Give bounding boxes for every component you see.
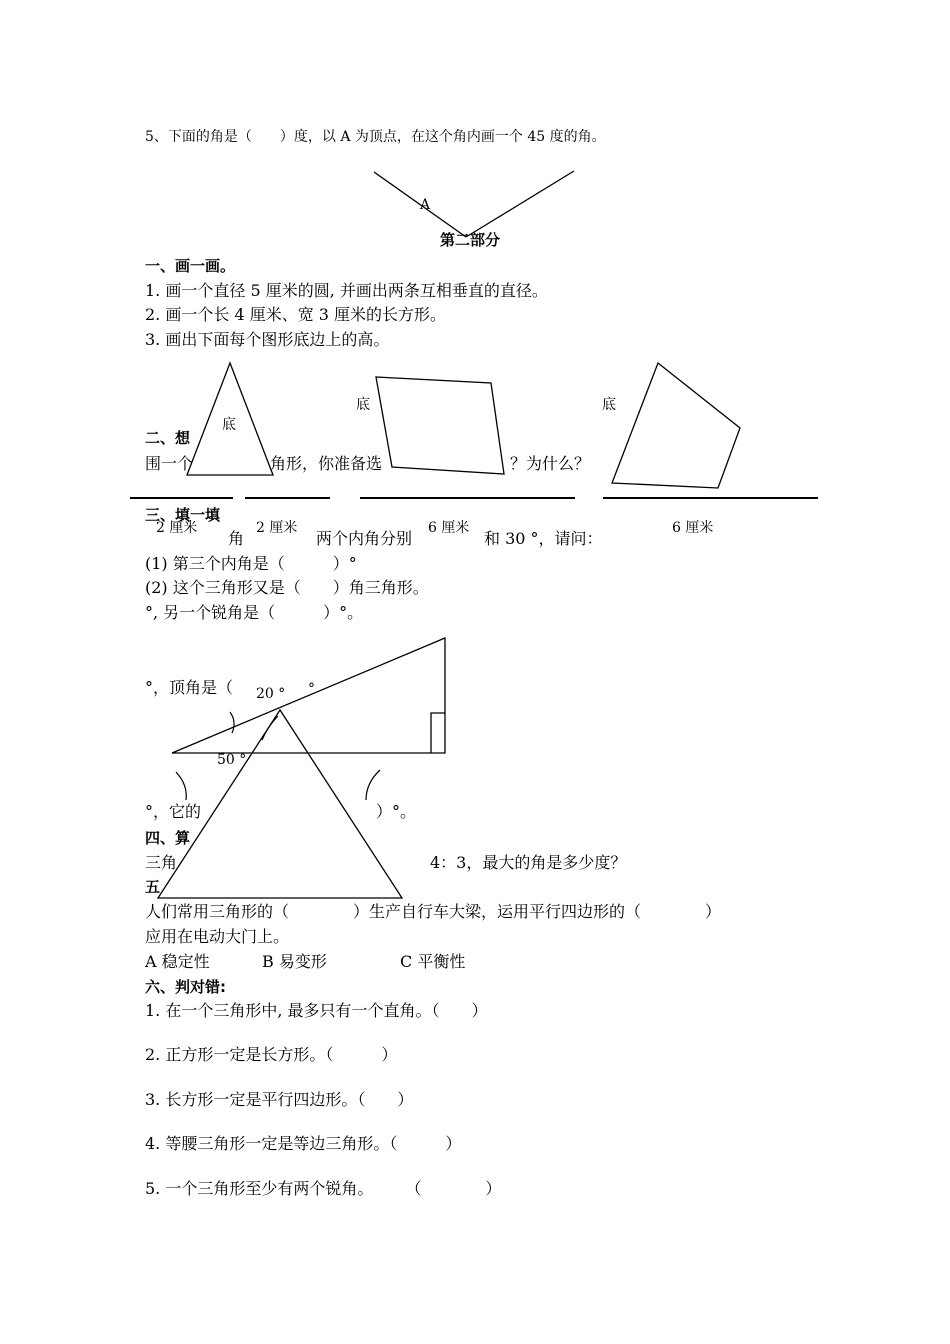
sec6-title: 六、判对错:: [145, 978, 226, 996]
sec3-line6-a: °，它的: [145, 802, 202, 821]
q5-vertex-label: A: [420, 197, 431, 213]
base-label-parallelogram: 底: [356, 397, 370, 413]
right-angle-mark: [431, 713, 445, 753]
sec3-line4: °, 另一个锐角是（ ）°。: [145, 603, 364, 622]
length-label-1: 2 厘米: [156, 520, 198, 536]
sec6-item-3: 3. 长方形一定是平行四边形。（ ）: [145, 1090, 414, 1109]
sec5-line2: 应用在电动大门上。: [145, 927, 290, 946]
sec5-line1: 人们常用三角形的（ ）生产自行车大梁，运用平行四边形的（ ）: [145, 902, 722, 921]
sec5-option-c: C 平衡性: [400, 952, 466, 971]
length-label-3: 6 厘米: [428, 520, 470, 536]
sec1-item-1: 1. 画一个直径 5 厘米的圆, 并画出两条互相垂直的直径。: [145, 281, 548, 300]
sec5-title: 五: [145, 878, 161, 896]
sec6-item-2: 2. 正方形一定是长方形。（ ）: [145, 1045, 398, 1064]
sec3-line1-b: 两个内角分别: [316, 529, 413, 548]
sec3-line2: (1) 第三个内角是（ ）°: [145, 554, 357, 573]
sec3-line1-a: 角: [228, 529, 245, 548]
sec5-option-b: B 易变形: [262, 952, 327, 971]
sec1-item-2: 2. 画一个长 4 厘米、宽 3 厘米的长方形。: [145, 305, 447, 324]
sec2-line-left: 围一个: [145, 454, 194, 473]
sec2-title: 二、想: [145, 429, 191, 447]
sec6-item-4: 4. 等腰三角形一定是等边三角形。（ ）: [145, 1134, 462, 1153]
base-label-quadrilateral: 底: [602, 397, 616, 413]
sec3-line5: °，顶角是（: [145, 678, 234, 697]
sec3-line1-c: 和 30 °，请问：: [484, 529, 603, 548]
q5-text: 5、下面的角是（ ）度，以 A 为顶点，在这个角内画一个 45 度的角。: [145, 129, 606, 145]
base-label-triangle: 底: [222, 417, 236, 433]
isosceles-triangle-shape: [158, 710, 402, 898]
angle-50-label: 50 °: [217, 752, 247, 768]
sec3-line6-b: ）°。: [376, 802, 417, 821]
right-triangle-shape: [172, 638, 445, 753]
sec6-item-1: 1. 在一个三角形中, 最多只有一个直角。（ ）: [145, 1001, 488, 1020]
sec1-item-3: 3. 画出下面每个图形底边上的高。: [145, 330, 390, 349]
part2-title: 第二部分: [440, 231, 501, 249]
length-label-2: 2 厘米: [256, 520, 298, 536]
length-label-4: 6 厘米: [672, 520, 714, 536]
sec4-line-left: 三角: [145, 853, 178, 872]
sec5-option-a: A 稳定性: [145, 952, 210, 971]
sec3-title: 三、填一填: [145, 506, 221, 524]
sec6-item-5: 5. 一个三角形至少有两个锐角。 （ ）: [145, 1179, 502, 1198]
sec4-line-right: 4：3，最大的角是多少度？: [430, 853, 627, 872]
sec2-line-right: ？为什么？: [510, 454, 591, 473]
angle-20-label: 20 °: [256, 686, 286, 702]
sec1-title: 一、画一画。: [145, 257, 236, 275]
sec2-line-mid: 角形，你准备选: [270, 454, 383, 473]
sec3-line3: (2) 这个三角形又是（ ）角三角形。: [145, 578, 429, 597]
sec4-title: 四、算: [145, 829, 191, 847]
sec3-line5-tail: °: [308, 681, 315, 697]
